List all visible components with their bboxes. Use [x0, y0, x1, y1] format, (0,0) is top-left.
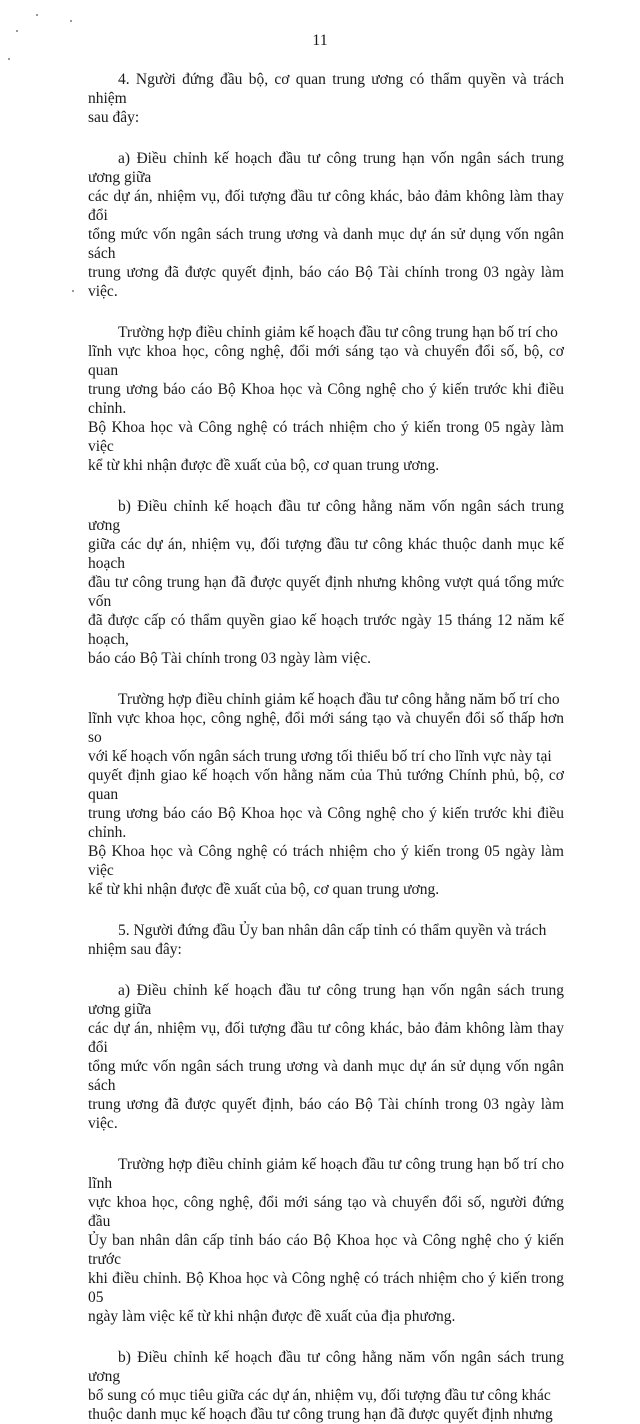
page-number: 11: [312, 32, 328, 49]
paragraph: 5. Người đứng đầu Ủy ban nhân dân cấp tỉnh có thẩm quyền và trách nhiệm sau đây:: [88, 922, 547, 958]
scan-speck: [72, 290, 74, 292]
scan-speck: [70, 20, 72, 22]
paragraph: a) Điều chỉnh kế hoạch đầu tư công trung hạn vốn ngân sách trung ương giữa các dự án, nhiệm vụ, đối tượng đầu tư công khác, bảo đảm không làm thay đổi tổng mức vốn ngân sách trung ương và danh mục dự án sử dụng vốn ngân sách trung ương đã được quyết định, báo cáo Bộ Tài chính trong 03 ngày làm việc.: [88, 150, 564, 300]
paragraph: Trường hợp điều chỉnh giảm kế hoạch đầu tư công trung hạn bố trí cho lĩnh vực khoa học, công nghệ, đổi mới sáng tạo và chuyển đổi số, người đứng đầu Ủy ban nhân dân cấp tỉnh báo cáo Bộ Khoa học và Công nghệ cho ý kiến trước khi điều chỉnh. Bộ Khoa học và Công nghệ có trách nhiệm cho ý kiến trong 05 ngày làm việc kể từ khi nhận được đề xuất của địa phương.: [88, 1156, 564, 1325]
paragraph: Trường hợp điều chỉnh giảm kế hoạch đầu tư công trung hạn bố trí cho lĩnh vực khoa học, công nghệ, đổi mới sáng tạo và chuyển đổi số, bộ, cơ quan trung ương báo cáo Bộ Khoa học và Công nghệ cho ý kiến trước khi điều chỉnh. Bộ Khoa học và Công nghệ có trách nhiệm cho ý kiến trong 05 ngày làm việc kể từ khi nhận được đề xuất của bộ, cơ quan trung ương.: [88, 324, 564, 474]
paragraph: 4. Người đứng đầu bộ, cơ quan trung ương có thẩm quyền và trách nhiệm sau đây:: [88, 71, 564, 126]
paragraph: b) Điều chỉnh kế hoạch đầu tư công hằng năm vốn ngân sách trung ương giữa các dự án, nhiệm vụ, đối tượng đầu tư công khác thuộc danh mục kế hoạch đầu tư công trung hạn đã được quyết định nhưng không vượt quá tổng mức vốn đã được cấp có thẩm quyền giao kế hoạch trước ngày 15 tháng 12 năm kế hoạch, báo cáo Bộ Tài chính trong 03 ngày làm việc.: [88, 498, 564, 667]
scan-speck: [36, 14, 38, 16]
document-body: [88, 70, 564, 1424]
paragraph: a) Điều chỉnh kế hoạch đầu tư công trung hạn vốn ngân sách trung ương giữa các dự án, nhiệm vụ, đối tượng đầu tư công khác, bảo đảm không làm thay đổi tổng mức vốn ngân sách trung ương và danh mục dự án sử dụng vốn ngân sách trung ương đã được quyết định, báo cáo Bộ Tài chính trong 03 ngày làm việc.: [88, 982, 564, 1132]
paragraph: Trường hợp điều chỉnh giảm kế hoạch đầu tư công hằng năm bố trí cho lĩnh vực khoa học, công nghệ, đổi mới sáng tạo và chuyển đổi số thấp hơn so với kế hoạch vốn ngân sách trung ương tối thiểu bố trí cho lĩnh vực này tại quyết định giao kế hoạch vốn hằng năm của Thủ tướng Chính phủ, bộ, cơ quan trung ương báo cáo Bộ Khoa học và Công nghệ cho ý kiến trước khi điều chỉnh. Bộ Khoa học và Công nghệ có trách nhiệm cho ý kiến trong 05 ngày làm việc kể từ khi nhận được đề xuất của bộ, cơ quan trung ương.: [88, 691, 564, 898]
paragraph: b) Điều chỉnh kế hoạch đầu tư công hằng năm vốn ngân sách trung ương bổ sung có mục tiêu giữa các dự án, nhiệm vụ, đối tượng đầu tư công khác thuộc danh mục kế hoạch đầu tư công trung hạn đã được quyết định nhưng: [88, 1349, 564, 1423]
scan-speck: [8, 58, 10, 60]
